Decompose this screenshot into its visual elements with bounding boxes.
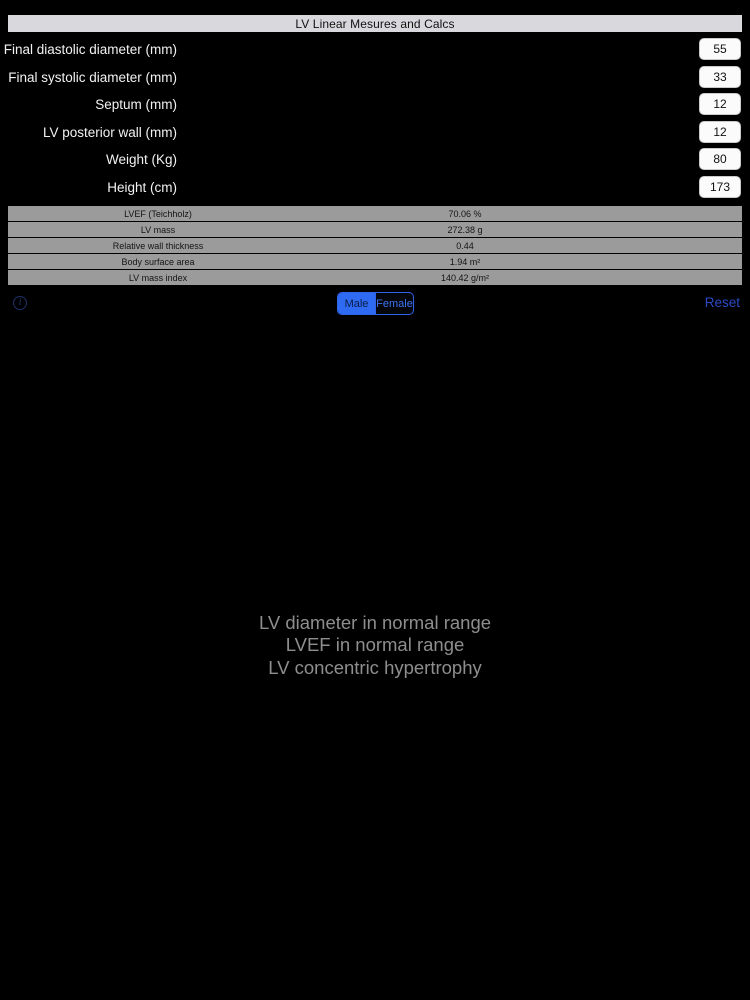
lv-mass-index-value: 140.42 g/m²: [440, 272, 490, 283]
diastolic-diameter-field[interactable]: [699, 38, 741, 60]
table-row-rwt: [8, 238, 742, 253]
input-row-diastolic-diameter: [0, 38, 750, 60]
lv-mass-label: LV mass: [140, 224, 176, 235]
septum-field[interactable]: [699, 93, 741, 115]
lvef-label: LVEF (Teichholz): [124, 208, 192, 219]
systolic-diameter-label: Final systolic diameter (mm): [8, 69, 177, 85]
input-row-septum: [0, 93, 750, 115]
message-lv-diameter: LV diameter in normal range: [258, 612, 492, 633]
message-lvef: LVEF in normal range: [285, 634, 465, 656]
input-row-weight: [0, 148, 750, 170]
input-row-height: [0, 176, 750, 198]
systolic-diameter-field[interactable]: [699, 66, 741, 88]
results-table: [8, 206, 742, 286]
page-title: LV Linear Mesures and Calcs: [295, 16, 455, 31]
table-row-bsa: [8, 254, 742, 269]
bsa-value: 1.94 m²: [449, 256, 481, 267]
reset-button[interactable]: Reset: [704, 295, 740, 310]
table-row-lv-mass-index: [8, 270, 742, 285]
height-field[interactable]: [699, 176, 741, 198]
rwt-label: Relative wall thickness: [112, 240, 204, 251]
table-row-lvef: [8, 206, 742, 221]
height-label: Height (cm): [107, 179, 177, 195]
segment-male[interactable]: Male: [338, 293, 375, 314]
posterior-wall-label: LV posterior wall (mm): [42, 124, 177, 140]
weight-label: Weight (Kg): [105, 151, 177, 167]
input-row-systolic-diameter: [0, 66, 750, 88]
info-icon[interactable]: i: [13, 296, 27, 310]
weight-field[interactable]: [699, 148, 741, 170]
title-bar: [8, 15, 742, 32]
rwt-value: 0.44: [456, 240, 474, 251]
table-row-lv-mass: [8, 222, 742, 237]
sex-segmented-control: [337, 292, 414, 315]
input-row-posterior-wall: [0, 121, 750, 143]
septum-label: Septum (mm): [95, 96, 177, 112]
diastolic-diameter-label: Final diastolic diameter (mm): [3, 41, 177, 57]
interpretation-messages: [0, 612, 750, 679]
footer-toolbar: [0, 290, 750, 318]
segment-female[interactable]: Female: [375, 293, 413, 314]
message-hypertrophy: LV concentric hypertrophy: [268, 656, 482, 678]
bsa-label: Body surface area: [121, 256, 195, 267]
lv-mass-index-label: LV mass index: [128, 272, 188, 283]
posterior-wall-field[interactable]: [699, 121, 741, 143]
lvef-value: 70.06 %: [448, 208, 482, 219]
lv-mass-value: 272.38 g: [447, 224, 483, 235]
